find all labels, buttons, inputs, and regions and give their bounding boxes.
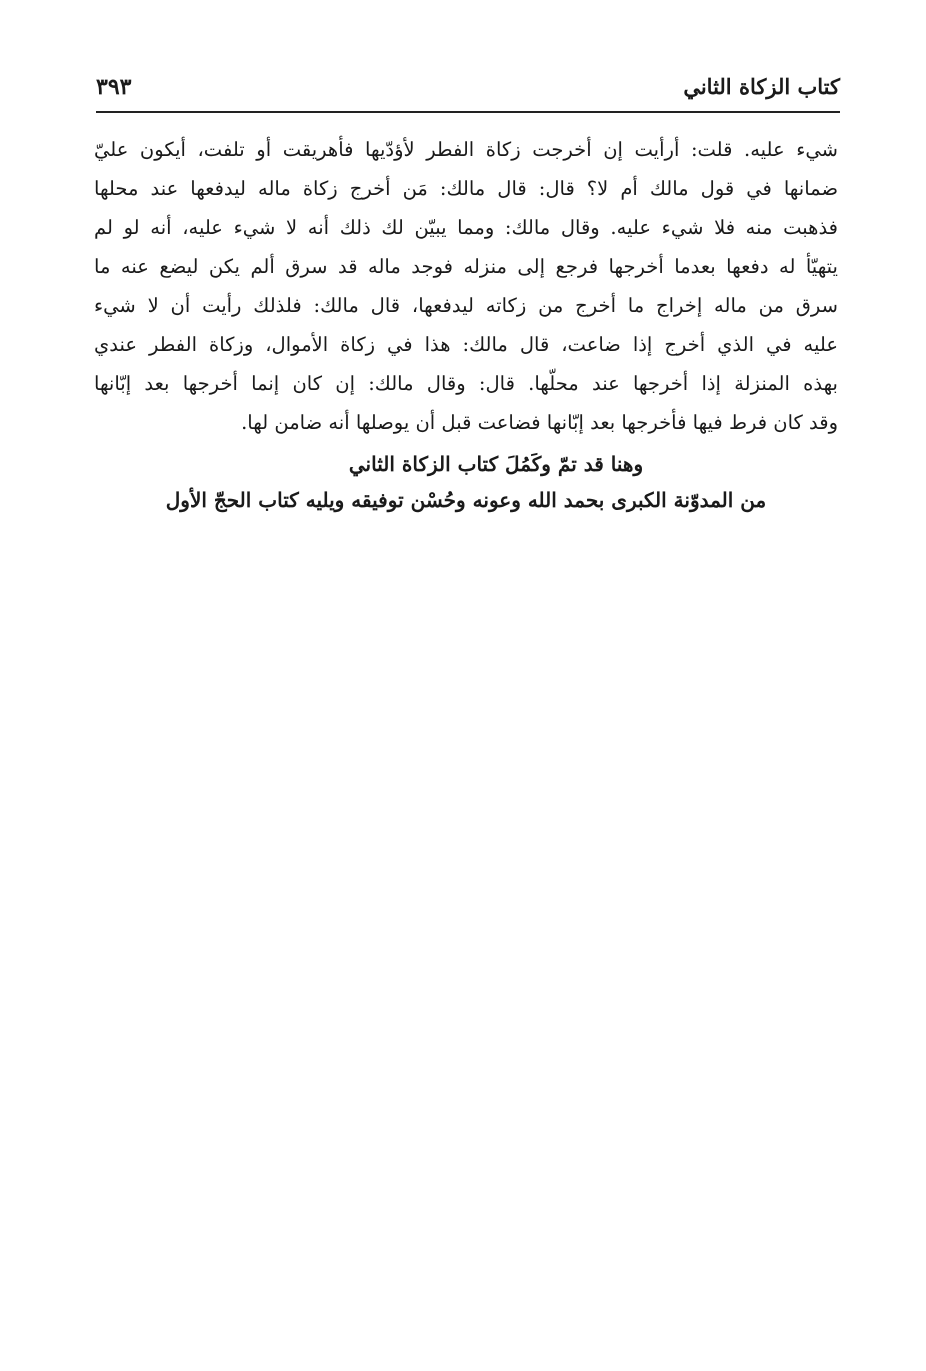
text-line: شيء عليه. قلت: أرأيت إن أخرجت زكاة الفطر لأؤدّيها فأهريقت أو تلفت، أيكون عليّ (94, 138, 838, 161)
text-line: يتهيّأ له دفعها بعدما أخرجها فرجع إلى منزله فوجد ماله قد سرق ألم يكن ليضع عنه ما (94, 255, 838, 278)
text-line: فذهبت منه فلا شيء عليه. وقال مالك: ومما يبيّن لك ذلك أنه لا شيء عليه، أنه لو لم (94, 216, 838, 239)
body-paragraph (94, 130, 838, 442)
text-line: عليه في الذي أخرج إذا ضاعت، قال مالك: هذا في زكاة الأموال، وزكاة الفطر عندي (94, 333, 838, 356)
text-line: وقد كان فرط فيها فأخرجها بعد إبّانها فضاعت قبل أن يوصلها أنه ضامن لها. (241, 411, 838, 434)
header-rule (96, 111, 840, 113)
text-line: بهذه المنزلة إذا أخرجها عند محلّها. قال: وقال مالك: إن كان إنما أخرجها بعد إبّانها (94, 372, 838, 395)
text-line: سرق من ماله إخراج ما أخرج من زكاته ليدفعها، قال مالك: فلذلك رأيت أن لا شيء (94, 294, 838, 317)
closing-line-2: من المدوّنة الكبرى بحمد الله وعونه وحُسْن توفيقه ويليه كتاب الحجّ الأول (165, 488, 767, 512)
closing-line-1: وهنا قد تمّ وكَمُلَ كتاب الزكاة الثاني (348, 452, 644, 476)
page-number: ٣٩٣ (96, 74, 132, 100)
text-line: ضمانها في قول مالك أم لا؟ قال: قال مالك: مَن أخرج زكاة ماله ليدفعها عند محلها (94, 177, 838, 200)
page-header (96, 66, 840, 110)
running-head: كتاب الزكاة الثاني (683, 74, 840, 99)
